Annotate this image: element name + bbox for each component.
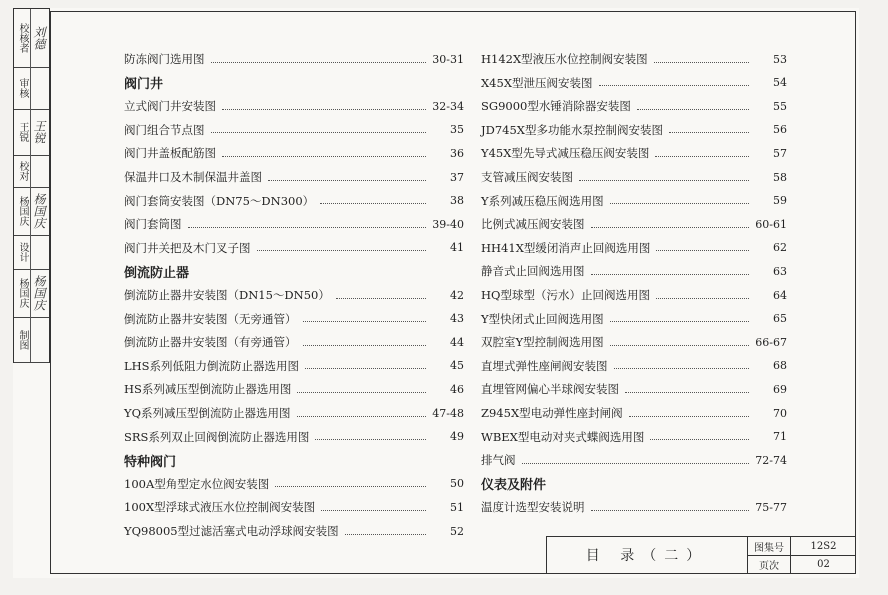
toc-entry-title: 支管减压阀安装图 <box>481 170 573 184</box>
dot-leader <box>211 62 427 63</box>
toc-entry-page: 38 <box>450 194 464 208</box>
toc-entry[interactable] <box>481 284 787 306</box>
toc-entry-page: 32-34 <box>432 99 464 113</box>
toc-entry-page: 47-48 <box>432 406 464 420</box>
toc-entry-page: 57 <box>773 146 787 160</box>
dot-leader <box>579 180 749 181</box>
toc-entry-title: 阀门套筒图 <box>124 217 182 232</box>
toc-entry[interactable] <box>481 142 787 164</box>
dot-leader <box>320 203 426 204</box>
toc-entry-title: HQ型球型（污水）止回阀选用图 <box>481 288 650 302</box>
signature-cell-label: 设计 <box>15 235 31 269</box>
signature-cell <box>14 109 49 156</box>
toc-entry-title: JD745X型多功能水泵控制阀安装图 <box>481 122 663 137</box>
dot-leader <box>656 298 749 299</box>
toc-entry-title: 100X型浮球式液压水位控制阀安装图 <box>124 500 316 515</box>
signature-mark: 杨国庆 <box>32 275 46 311</box>
toc-entry[interactable] <box>481 213 787 235</box>
toc-entry-title: 阀门井关把及木门叉子图 <box>124 240 251 255</box>
toc-entry[interactable] <box>124 473 464 495</box>
toc-entry-title: 100A型角型定水位阀安装图 <box>124 476 270 491</box>
signature-cell-label: 杨国庆 <box>15 187 31 235</box>
dot-leader <box>637 109 749 110</box>
dot-leader <box>656 250 749 251</box>
toc-entry[interactable] <box>124 48 464 70</box>
toc-section-heading: 仪表及附件 <box>481 478 547 494</box>
toc-entry[interactable] <box>124 190 464 212</box>
toc-entry-page: 43 <box>450 312 464 326</box>
signature-cell-label: 校对 <box>15 155 31 187</box>
dot-leader <box>188 227 427 228</box>
toc-entry-title: Y系列减压稳压阀选用图 <box>481 193 604 208</box>
toc-entry-page: 65 <box>773 312 787 326</box>
dot-leader <box>610 345 749 346</box>
toc-entry-title: 排气阀 <box>481 453 516 468</box>
toc-entry-page: 42 <box>450 288 464 302</box>
dot-leader <box>655 156 749 157</box>
toc-entry-page: 30-31 <box>432 52 464 66</box>
signature-mark: 刘德 <box>32 26 46 50</box>
title-block-grid <box>747 537 856 573</box>
toc-entry[interactable] <box>481 95 787 117</box>
signature-cell-label: 王锐 <box>15 109 31 155</box>
toc-entry-page: 46 <box>450 382 464 396</box>
toc-entry[interactable] <box>124 355 464 377</box>
toc-entry-page: 37 <box>450 170 464 184</box>
dot-leader <box>297 416 426 417</box>
page-value: 02 <box>817 559 830 570</box>
dot-leader <box>211 132 427 133</box>
toc-entry[interactable] <box>481 119 787 141</box>
toc-entry-title: H142X型液压水位控制阀安装图 <box>481 52 648 66</box>
toc-entry-page: 50 <box>450 477 464 491</box>
signature-cell <box>14 235 49 270</box>
signature-cell <box>14 155 49 188</box>
toc-entry[interactable] <box>124 284 464 306</box>
toc-entry-page: 68 <box>773 359 787 373</box>
toc-entry-title: WBEX型电动对夹式蝶阀选用图 <box>481 429 645 444</box>
toc-entry-page: 51 <box>450 500 464 514</box>
toc-entry-page: 54 <box>773 76 787 90</box>
toc-entry-title: YQ98005型过滤活塞式电动浮球阀安装图 <box>124 524 339 538</box>
toc-entry[interactable] <box>124 95 464 117</box>
signature-cell <box>14 317 49 363</box>
dot-leader <box>222 109 426 110</box>
toc-entry-title: LHS系列低阻力倒流防止器选用图 <box>124 358 300 373</box>
toc-entry-page: 45 <box>450 359 464 373</box>
dot-leader <box>669 132 749 133</box>
toc-entry[interactable] <box>124 119 464 141</box>
toc-entry-title: 阀门组合节点图 <box>124 122 205 137</box>
toc-entry[interactable] <box>124 520 464 542</box>
signature-mark: 王锐 <box>32 120 46 144</box>
dot-leader <box>614 368 750 369</box>
dot-leader <box>315 439 426 440</box>
toc-entry-page: 52 <box>450 524 464 538</box>
dot-leader <box>297 392 426 393</box>
toc-entry-title: 双腔室Y型控制阀选用图 <box>481 335 604 350</box>
toc-entry-page: 72-74 <box>755 453 787 467</box>
toc-entry-page: 63 <box>773 264 787 278</box>
signature-cell-label: 审核 <box>15 67 31 109</box>
dot-leader <box>522 463 750 464</box>
dot-leader <box>650 439 749 440</box>
toc-entry-title: 阀门井盖板配筋图 <box>124 146 216 161</box>
signature-mark <box>32 158 47 184</box>
toc-entry-page: 41 <box>450 241 464 255</box>
dot-leader <box>610 321 749 322</box>
toc-entry-page: 59 <box>773 194 787 208</box>
toc-entry-page: 39-40 <box>432 217 464 231</box>
toc-entry-title: 静音式止回阀选用图 <box>481 264 585 279</box>
toc-entry[interactable] <box>124 331 464 353</box>
signature-cell <box>14 187 49 236</box>
toc-entry-title: Z945X型电动弹性座封闸阀 <box>481 406 623 420</box>
signature-cell <box>14 269 49 318</box>
dot-leader <box>321 510 426 511</box>
toc-entry[interactable] <box>124 378 464 400</box>
page-label: 页次 <box>748 556 791 573</box>
signature-cell-label: 杨国庆 <box>15 269 31 317</box>
dot-leader <box>275 486 426 487</box>
toc-entry[interactable] <box>481 496 787 518</box>
toc-entry-page: 60-61 <box>755 217 787 231</box>
toc-entry-page: 62 <box>773 241 787 255</box>
toc-entry-title: 阀门套筒安装图（DN75～DN300） <box>124 193 315 208</box>
dot-leader <box>654 62 749 63</box>
signature-cell <box>14 67 49 110</box>
signature-cell-label: 校核者 <box>15 9 31 67</box>
dot-leader <box>303 345 427 346</box>
dot-leader <box>257 250 427 251</box>
signature-mark <box>32 320 47 359</box>
atlas-label: 图集号 <box>748 537 791 556</box>
dot-leader <box>591 227 750 228</box>
toc-entry-title: SRS系列双止回阀倒流防止器选用图 <box>124 429 310 444</box>
toc-entry[interactable] <box>481 426 787 448</box>
toc-entry-page: 58 <box>773 170 787 184</box>
toc-entry-page: 36 <box>450 146 464 160</box>
title-block-title: 目 录（二） <box>585 548 709 564</box>
toc-entry-page: 55 <box>773 99 787 113</box>
toc-entry-page: 35 <box>450 123 464 137</box>
toc-entry[interactable] <box>481 402 787 424</box>
toc-entry[interactable] <box>481 72 787 94</box>
drawing-sheet <box>13 8 859 578</box>
toc-entry[interactable] <box>481 331 787 353</box>
dot-leader <box>599 85 749 86</box>
toc-entry-title: 温度计选型安装说明 <box>481 500 585 515</box>
toc-entry[interactable] <box>481 355 787 377</box>
toc-entry-page: 71 <box>773 430 787 444</box>
toc-entry-title: 倒流防止器井安装图（DN15～DN50） <box>124 288 330 302</box>
toc-entry[interactable] <box>124 237 464 259</box>
toc-entry[interactable] <box>124 308 464 330</box>
toc-section-heading: 倒流防止器 <box>124 265 190 281</box>
dot-leader <box>591 510 750 511</box>
toc-entry-title: 保温井口及木制保温井盖图 <box>124 170 262 184</box>
dot-leader <box>625 392 749 393</box>
toc-entry-page: 66-67 <box>755 335 787 349</box>
dot-leader <box>629 416 749 417</box>
dot-leader <box>345 534 426 535</box>
toc-entry[interactable] <box>124 402 464 424</box>
toc-entry-page: 70 <box>773 406 787 420</box>
toc-entry-title: YQ系列减压型倒流防止器选用图 <box>124 406 291 420</box>
toc-entry[interactable] <box>481 237 787 259</box>
toc-entry[interactable] <box>124 496 464 518</box>
toc-entry[interactable] <box>481 190 787 212</box>
dot-leader <box>303 321 427 322</box>
dot-leader <box>336 298 426 299</box>
toc-entry-title: 倒流防止器井安装图（无旁通管） <box>124 311 297 326</box>
toc-entry[interactable] <box>481 48 787 70</box>
signature-mark <box>32 238 47 266</box>
toc-entry-page: 49 <box>450 430 464 444</box>
toc-entry-title: 防冻阀门选用图 <box>124 52 205 66</box>
toc-entry-title: SG9000型水锤消除器安装图 <box>481 99 631 114</box>
toc-entry[interactable] <box>481 449 787 471</box>
title-block <box>546 536 855 573</box>
toc-entry-title: Y45X型先导式减压稳压阀安装图 <box>481 146 650 161</box>
atlas-value: 12S2 <box>791 537 856 556</box>
toc-entry-title: 立式阀门井安装图 <box>124 99 216 114</box>
signature-mark: 杨国庆 <box>32 193 46 229</box>
dot-leader <box>591 274 750 275</box>
toc-entry[interactable] <box>481 166 787 188</box>
toc-entry-title: 倒流防止器井安装图（有旁通管） <box>124 335 297 350</box>
signature-panel <box>13 8 50 363</box>
dot-leader <box>610 203 749 204</box>
toc-entry-title: 直埋式弹性座闸阀安装图 <box>481 358 608 373</box>
toc-entry-title: Y型快闭式止回阀选用图 <box>481 311 604 326</box>
toc-entry-page: 56 <box>773 123 787 137</box>
dot-leader <box>268 180 426 181</box>
toc-entry-page: 69 <box>773 382 787 396</box>
toc-entry-page: 53 <box>773 52 787 66</box>
signature-mark <box>32 70 47 106</box>
dot-leader <box>222 156 426 157</box>
toc-entry-page: 75-77 <box>755 500 787 514</box>
toc-entry-title: 直埋管网偏心半球阀安装图 <box>481 382 619 397</box>
toc-entry[interactable] <box>124 166 464 188</box>
dot-leader <box>305 368 426 369</box>
toc-entry-page: 44 <box>450 335 464 349</box>
toc-section-heading: 特种阀门 <box>124 454 177 470</box>
toc-entry-title: HH41X型缓闭消声止回阀选用图 <box>481 240 651 255</box>
toc-entry[interactable] <box>481 260 787 282</box>
toc-entry-title: 比例式减压阀安装图 <box>481 217 585 232</box>
toc-entry[interactable] <box>124 213 464 235</box>
signature-cell <box>14 9 49 68</box>
toc-entry-title: HS系列减压型倒流防止器选用图 <box>124 382 292 397</box>
toc-entry[interactable] <box>124 142 464 164</box>
toc-section-heading: 阀门井 <box>124 77 164 93</box>
signature-cell-label: 制图 <box>15 317 31 362</box>
toc-entry-title: X45X型泄压阀安装图 <box>481 75 593 90</box>
toc-entry[interactable] <box>481 308 787 330</box>
toc-entry-page: 64 <box>773 288 787 302</box>
toc-entry[interactable] <box>481 378 787 400</box>
drawing-frame <box>50 11 856 574</box>
toc-entry[interactable] <box>124 426 464 448</box>
